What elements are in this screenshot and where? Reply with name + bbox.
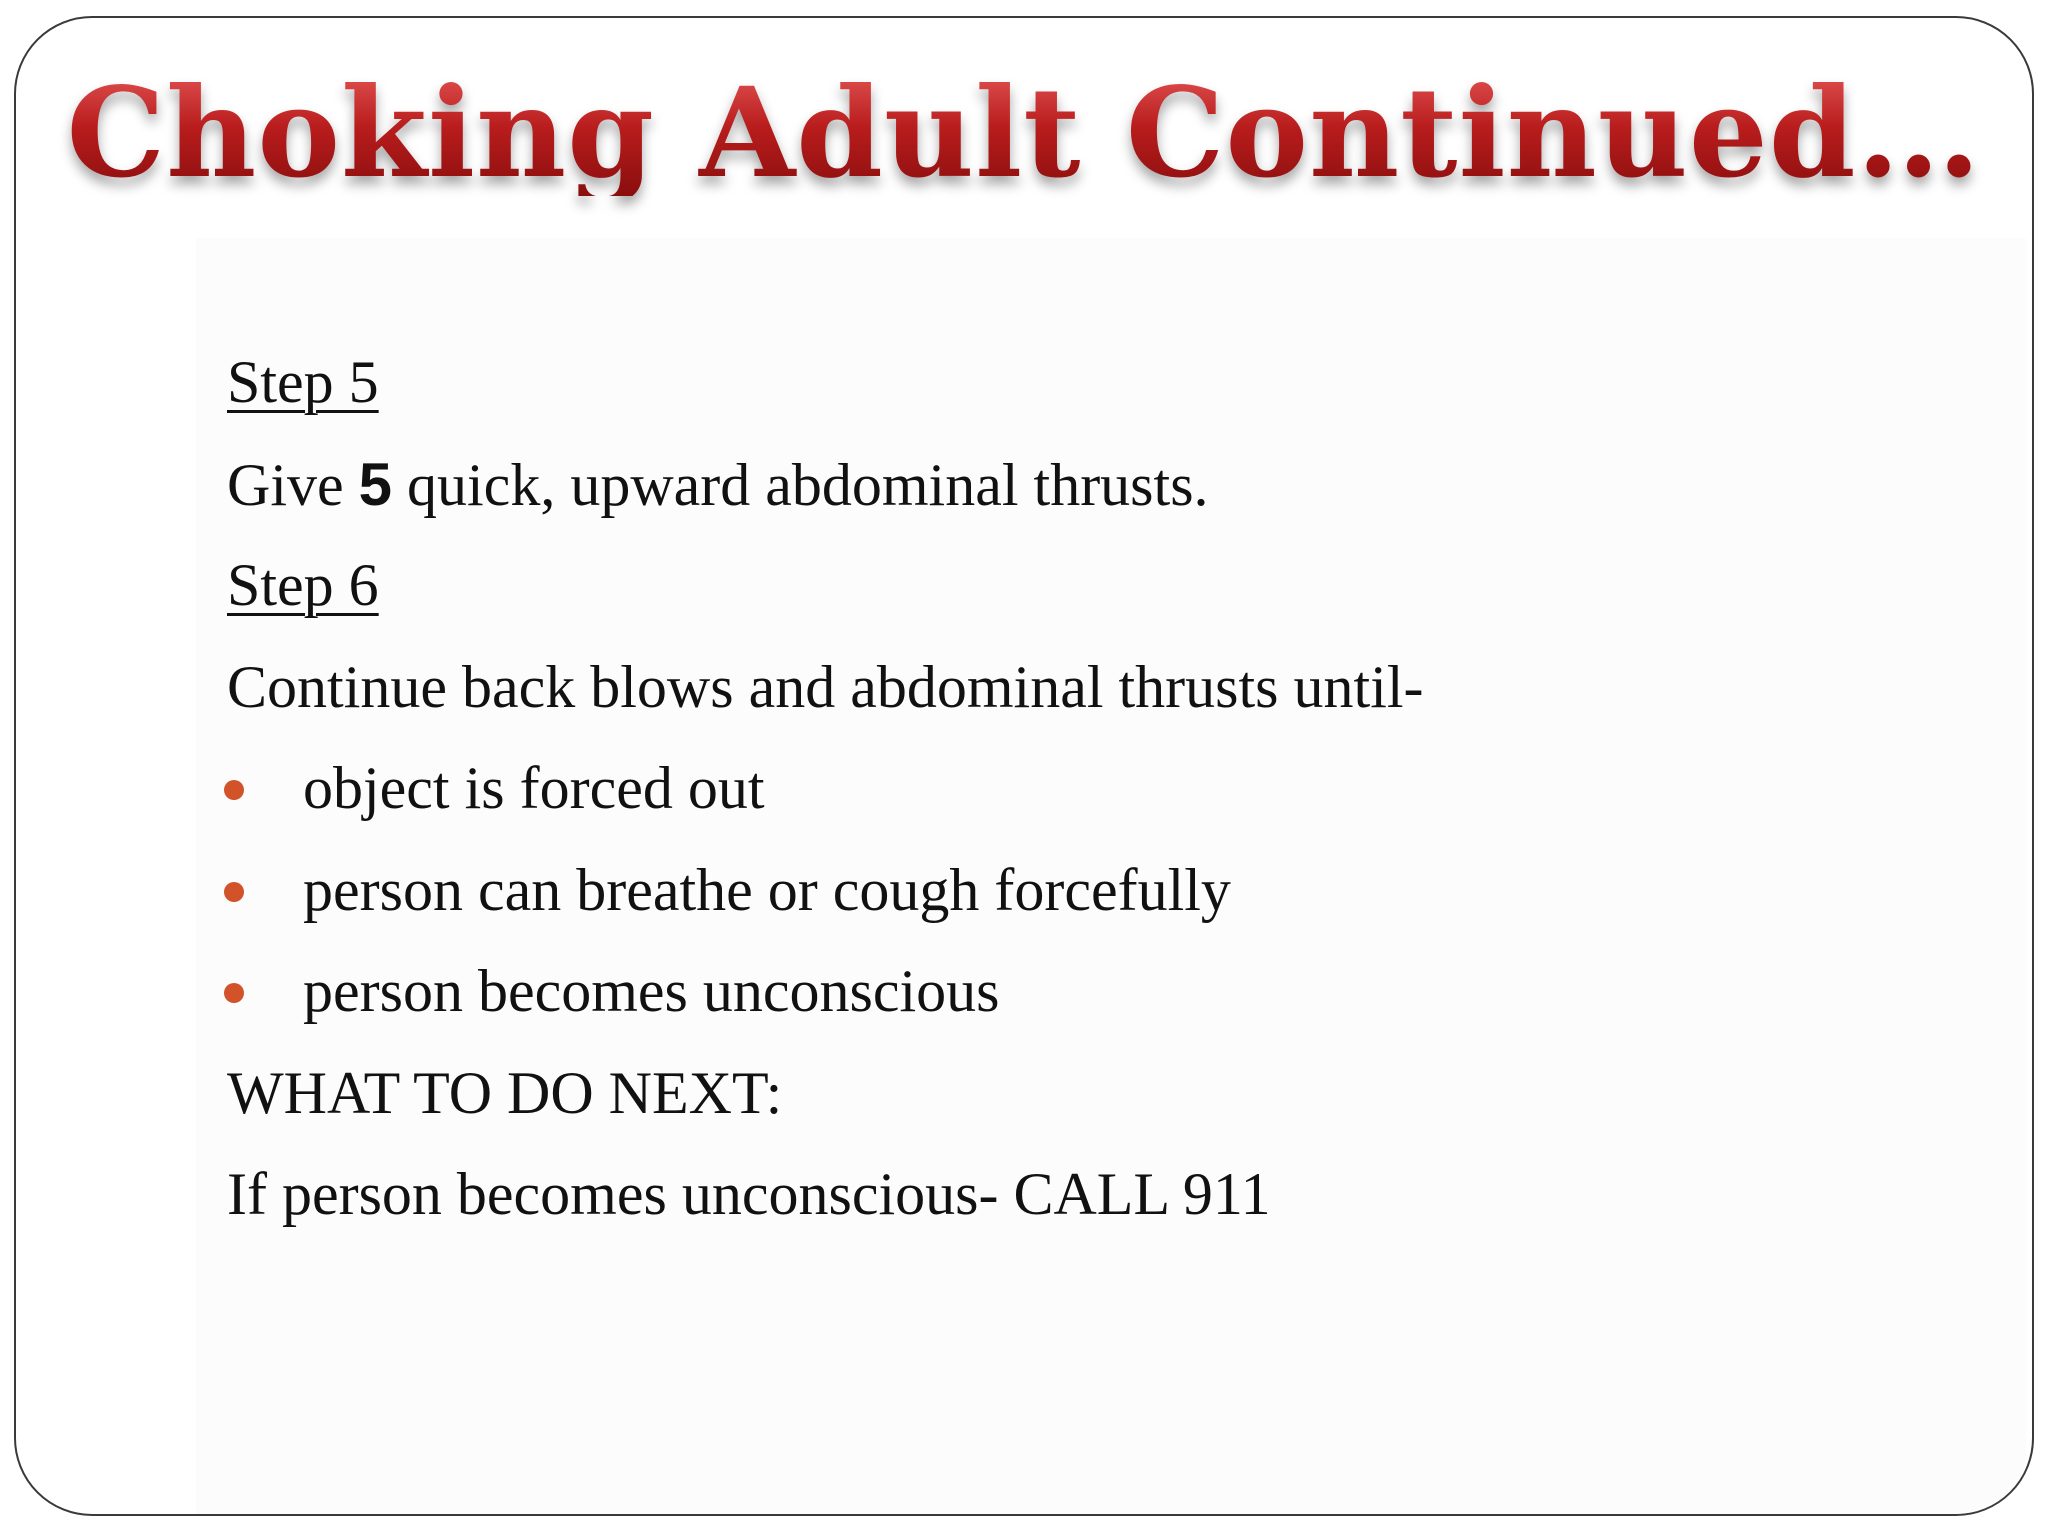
step-6-heading: Step 6 <box>227 552 379 618</box>
bullet-item <box>227 840 1927 942</box>
step-5-number: 5 <box>358 450 393 518</box>
step-6-heading-line <box>227 535 1927 637</box>
bullet-item <box>227 738 1927 840</box>
step-5-text-after: quick, upward abdominal thrusts. <box>392 451 1209 518</box>
bullet-dot-icon <box>224 780 244 800</box>
slide-title: Choking Adult Continued… <box>0 72 2048 196</box>
bullet-item <box>227 941 1927 1043</box>
step-6-text: Continue back blows and abdominal thrusts until- <box>227 653 1424 720</box>
step-5-text-before: Give <box>227 451 359 518</box>
bullet-text: object is forced out <box>303 755 765 821</box>
next-heading: WHAT TO DO NEXT: <box>227 1059 783 1126</box>
step-5-text <box>227 434 1927 536</box>
step-5-heading: Step 5 <box>227 349 379 415</box>
bullet-dot-icon <box>224 882 244 902</box>
step-5-heading-line <box>227 332 1927 434</box>
bullet-text: person can breathe or cough forcefully <box>303 856 1231 923</box>
slide-body <box>227 332 1927 1246</box>
bullet-dot-icon <box>224 983 244 1003</box>
next-text: If person becomes unconscious- CALL 911 <box>227 1161 1271 1227</box>
bullet-text: person becomes unconscious <box>303 958 1000 1024</box>
